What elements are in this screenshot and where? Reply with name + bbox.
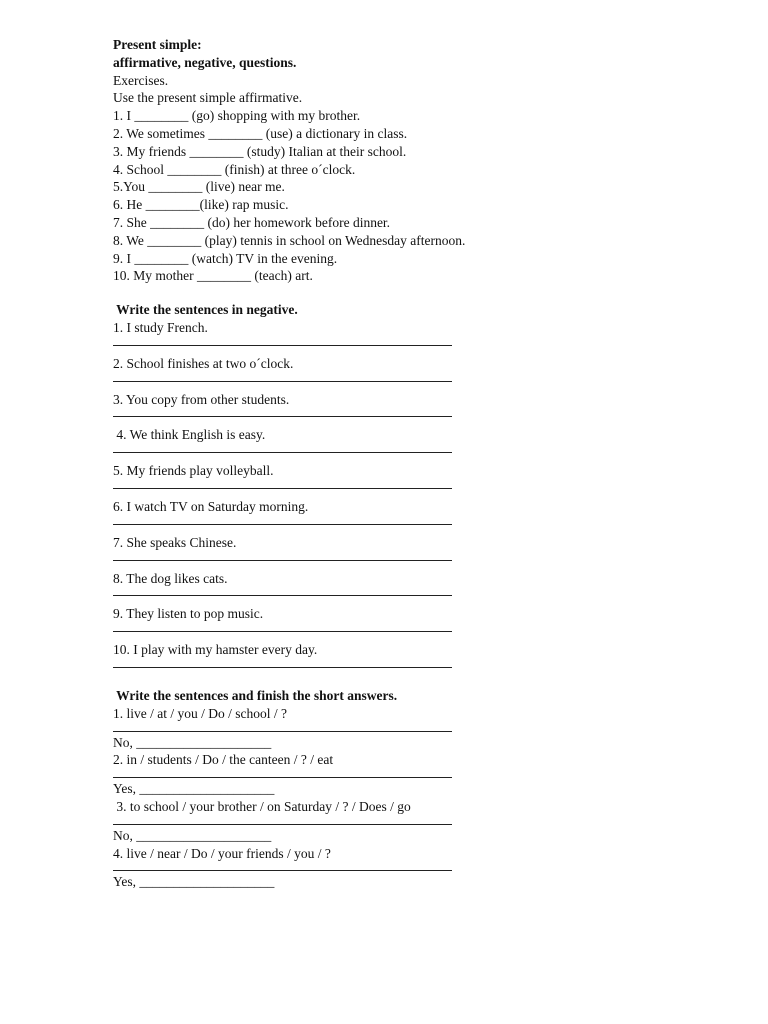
short-answer[interactable]: No, ____________________ bbox=[113, 827, 272, 843]
question-prompt: 4. live / near / Do / your friends / you / ? bbox=[113, 845, 331, 861]
affirmative-item: 2. We sometimes ________ (use) a dictionary in class. bbox=[113, 125, 408, 141]
answer-line[interactable] bbox=[113, 777, 452, 778]
negative-item: 7. She speaks Chinese. bbox=[113, 534, 237, 550]
negative-heading: Write the sentences in negative. bbox=[113, 302, 298, 318]
negative-item: 2. School finishes at two o´clock. bbox=[113, 355, 294, 371]
answer-line[interactable] bbox=[113, 631, 452, 632]
negative-item: 6. I watch TV on Saturday morning. bbox=[113, 498, 309, 514]
answer-line[interactable] bbox=[113, 345, 452, 346]
answer-line[interactable] bbox=[113, 560, 452, 561]
negative-item: 5. My friends play volleyball. bbox=[113, 463, 274, 479]
affirmative-item: 4. School ________ (finish) at three o´clock. bbox=[113, 161, 356, 177]
question-prompt: 1. live / at / you / Do / school / ? bbox=[113, 705, 287, 721]
answer-line[interactable] bbox=[113, 870, 452, 871]
negative-item: 10. I play with my hamster every day. bbox=[113, 642, 318, 658]
negative-item: 3. You copy from other students. bbox=[113, 391, 290, 407]
short-answer[interactable]: Yes, ____________________ bbox=[113, 781, 275, 797]
answer-line[interactable] bbox=[113, 731, 452, 732]
question-prompt: 2. in / students / Do / the canteen / ? / eat bbox=[113, 752, 334, 768]
question-item bbox=[113, 798, 533, 845]
answer-line[interactable] bbox=[113, 824, 452, 825]
answer-line[interactable] bbox=[113, 667, 452, 668]
worksheet-title: Present simple: bbox=[113, 37, 202, 52]
negative-item: 8. The dog likes cats. bbox=[113, 570, 228, 586]
negative-item: 1. I study French. bbox=[113, 319, 208, 335]
question-item bbox=[113, 845, 533, 892]
affirmative-item: 5.You ________ (live) near me. bbox=[113, 179, 285, 195]
affirmative-item: 8. We ________ (play) tennis in school on Wednesday afternoon. bbox=[113, 232, 466, 248]
questions-list bbox=[113, 705, 533, 891]
answer-line[interactable] bbox=[113, 488, 452, 489]
question-item bbox=[113, 751, 533, 798]
affirmative-instruction: Use the present simple affirmative. bbox=[113, 90, 303, 106]
affirmative-list bbox=[113, 107, 533, 285]
short-answer[interactable]: No, ____________________ bbox=[113, 734, 272, 750]
affirmative-item: 1. I ________ (go) shopping with my brother. bbox=[113, 108, 361, 124]
negative-item: 4. We think English is easy. bbox=[113, 427, 266, 443]
answer-line[interactable] bbox=[113, 595, 452, 596]
worksheet bbox=[113, 36, 533, 891]
affirmative-item: 6. He ________(like) rap music. bbox=[113, 197, 289, 213]
affirmative-item: 9. I ________ (watch) TV in the evening. bbox=[113, 250, 338, 266]
affirmative-item: 7. She ________ (do) her homework before dinner. bbox=[113, 214, 391, 230]
exercises-label: Exercises. bbox=[113, 72, 169, 88]
answer-line[interactable] bbox=[113, 524, 452, 525]
answer-line[interactable] bbox=[113, 416, 452, 417]
affirmative-item: 3. My friends ________ (study) Italian at their school. bbox=[113, 143, 407, 159]
negative-item: 9. They listen to pop music. bbox=[113, 606, 264, 622]
worksheet-subtitle: affirmative, negative, questions. bbox=[113, 54, 297, 70]
questions-heading: Write the sentences and finish the short answers. bbox=[113, 687, 398, 703]
affirmative-item: 10. My mother ________ (teach) art. bbox=[113, 268, 313, 284]
answer-line[interactable] bbox=[113, 452, 452, 453]
answer-line[interactable] bbox=[113, 381, 452, 382]
question-prompt: 3. to school / your brother / on Saturday / ? / Does / go bbox=[113, 798, 411, 814]
short-answer[interactable]: Yes, ____________________ bbox=[113, 874, 275, 890]
question-item bbox=[113, 705, 533, 752]
negative-list bbox=[113, 319, 533, 668]
